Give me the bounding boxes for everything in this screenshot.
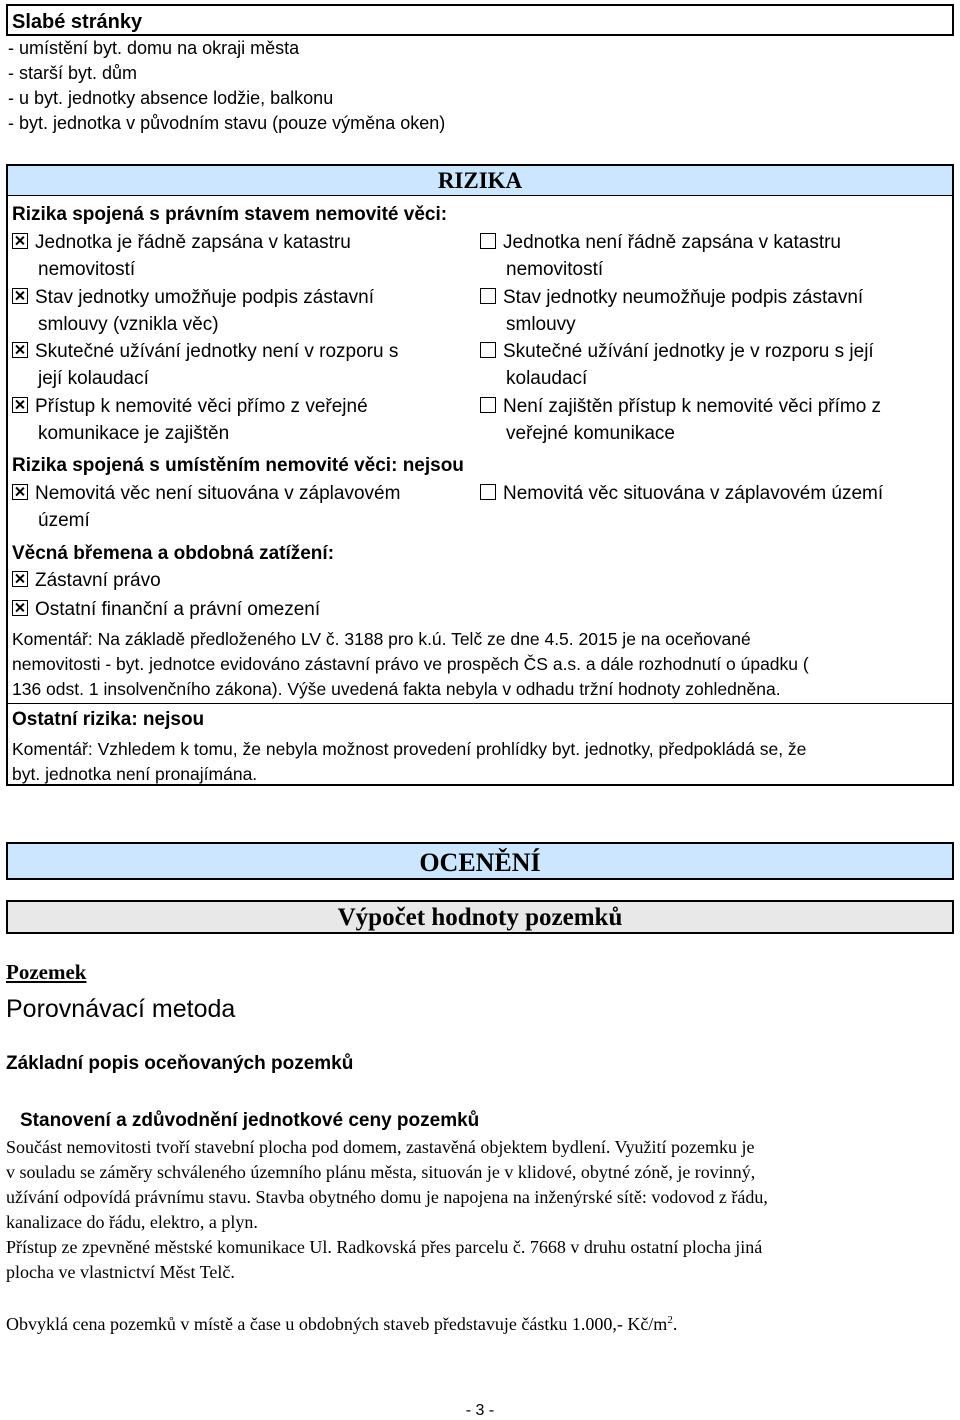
checkbox-row: Ostatní finanční a právní omezení xyxy=(12,598,320,622)
checkbox-label-cont: nemovitostí xyxy=(38,259,136,280)
basic-desc-title: Základní popis oceňovaných pozemků xyxy=(6,1053,354,1074)
checkbox-label-cont: smlouvy xyxy=(506,314,576,335)
weakness-item: - umístění byt. domu na okraji města xyxy=(8,38,300,58)
paragraph-line: Přístup ze zpevněné městské komunikace Ul. Radkovská přes parcelu č. 7668 v druhu ostatní plocha jiná xyxy=(6,1237,763,1257)
price-statement xyxy=(6,1308,677,1336)
checkbox-label-cont: její kolaudací xyxy=(38,368,149,389)
checkbox-checked-icon[interactable] xyxy=(12,600,28,616)
checkbox-row: Jednotka není řádně zapsána v katastru xyxy=(480,231,841,255)
method-title: Porovnávací metoda xyxy=(6,995,236,1023)
weakness-item: - byt. jednotka v původním stavu (pouze výměna oken) xyxy=(8,113,446,133)
land-label: Pozemek xyxy=(6,960,87,984)
checkbox-label-cont: území xyxy=(38,510,90,531)
checkbox-unchecked-icon[interactable] xyxy=(480,288,496,304)
checkbox-label-cont: komunikace je zajištěn xyxy=(38,423,230,444)
checkbox-checked-icon[interactable] xyxy=(12,342,28,358)
checkbox-unchecked-icon[interactable] xyxy=(480,484,496,500)
land-description-paragraph xyxy=(6,1135,954,1285)
comment-line: Komentář: Vzhledem k tomu, že nebyla možnost provedení prohlídky byt. jednotky, předpokládá se, že xyxy=(12,739,807,759)
paragraph-line: kanalizace do řádu, elektro, a plyn. xyxy=(6,1212,258,1232)
location-risks-title: Rizika spojená s umístěním nemovité věci: nejsou xyxy=(12,455,464,476)
checkbox-row: Skutečné užívání jednotky je v rozporu s její xyxy=(480,340,874,364)
checkbox-row: Přístup k nemovité věci přímo z veřejné xyxy=(12,395,368,419)
page-number: - 3 - xyxy=(465,1402,495,1419)
checkbox-label-cont: kolaudací xyxy=(506,368,588,389)
paragraph-line: v souladu se záměry schváleného územního plánu města, situován je v klidové, obytné zóně, je rovinný, xyxy=(6,1162,756,1182)
checkbox-row: Jednotka je řádně zapsána v katastru xyxy=(12,231,351,255)
checkbox-row: Nemovitá věc není situována v záplavovém xyxy=(12,482,400,506)
price-text: Obvyklá cena pozemků v místě a čase u obdobných staveb představuje částku 1.000,- Kč/m xyxy=(6,1314,668,1334)
weaknesses-title: Slabé stránky xyxy=(12,11,143,33)
checkbox-checked-icon[interactable] xyxy=(12,571,28,587)
price-end: . xyxy=(672,1314,678,1334)
checkbox-row: Skutečné užívání jednotky není v rozporu s xyxy=(12,340,398,364)
land-calc-header: Výpočet hodnoty pozemků xyxy=(337,904,623,931)
comment-line: nemovitosti - byt. jednotce evidováno zástavní právo ve prospěch ČS a.s. a dále rozhodnutí o úpadku ( xyxy=(12,654,809,674)
checkbox-label-cont: smlouvy (vznikla věc) xyxy=(38,314,219,335)
checkbox-checked-icon[interactable] xyxy=(12,484,28,500)
other-risks-title: Ostatní rizika: nejsou xyxy=(12,709,205,730)
checkbox-row: Není zajištěn přístup k nemovité věci přímo z xyxy=(480,395,881,419)
checkbox-unchecked-icon[interactable] xyxy=(480,233,496,249)
checkbox-label-cont: veřejné komunikace xyxy=(506,423,675,444)
comment-line: 136 odst. 1 insolvenčního zákona). Výše uvedená fakta nebyla v odhadu tržní hodnoty zohledněna. xyxy=(12,679,781,699)
checkbox-checked-icon[interactable] xyxy=(12,288,28,304)
paragraph-line: Součást nemovitosti tvoří stavební plocha pod domem, zastavěná objektem bydlení. Využití pozemku je xyxy=(6,1137,755,1157)
checkbox-row: Nemovitá věc situována v záplavovém území xyxy=(480,482,883,506)
checkbox-unchecked-icon[interactable] xyxy=(480,342,496,358)
price-superscript: 2 xyxy=(667,1314,673,1326)
risks-section xyxy=(6,164,954,786)
valuation-header-box xyxy=(6,842,954,880)
checkbox-row: Zástavní právo xyxy=(12,569,161,593)
comment-line: Komentář: Na základě předloženého LV č. 3188 pro k.ú. Telč ze dne 4.5. 2015 je na oceňované xyxy=(12,629,751,649)
divider xyxy=(8,703,952,704)
checkbox-row: Stav jednotky umožňuje podpis zástavní xyxy=(12,286,374,310)
checkbox-row: Stav jednotky neumožňuje podpis zástavní xyxy=(480,286,863,310)
checkbox-checked-icon[interactable] xyxy=(12,397,28,413)
unit-price-title: Stanovení a zdůvodnění jednotkové ceny pozemků xyxy=(20,1110,480,1131)
risks-header-bar xyxy=(8,166,952,196)
risks-header: RIZIKA xyxy=(437,168,523,193)
weakness-item: - u byt. jednotky absence lodžie, balkonu xyxy=(8,88,334,108)
weakness-item: - starší byt. dům xyxy=(8,63,138,83)
weaknesses-title-box xyxy=(6,4,954,36)
comment-line: byt. jednotka není pronajímána. xyxy=(12,764,258,784)
legal-risks-title: Rizika spojená s právním stavem nemovité věci: xyxy=(12,204,448,225)
land-calc-header-box xyxy=(6,900,954,934)
paragraph-line: užívání odpovídá právnímu stavu. Stavba obytného domu je napojena na inženýrské sítě: vodovod z řádu, xyxy=(6,1187,768,1207)
checkbox-unchecked-icon[interactable] xyxy=(480,397,496,413)
checkbox-checked-icon[interactable] xyxy=(12,233,28,249)
checkbox-label-cont: nemovitostí xyxy=(506,259,604,280)
valuation-header: OCENĚNÍ xyxy=(419,848,541,877)
paragraph-line: plocha ve vlastnictví Měst Telč. xyxy=(6,1262,235,1282)
burdens-title: Věcná břemena a obdobná zatížení: xyxy=(12,543,335,564)
